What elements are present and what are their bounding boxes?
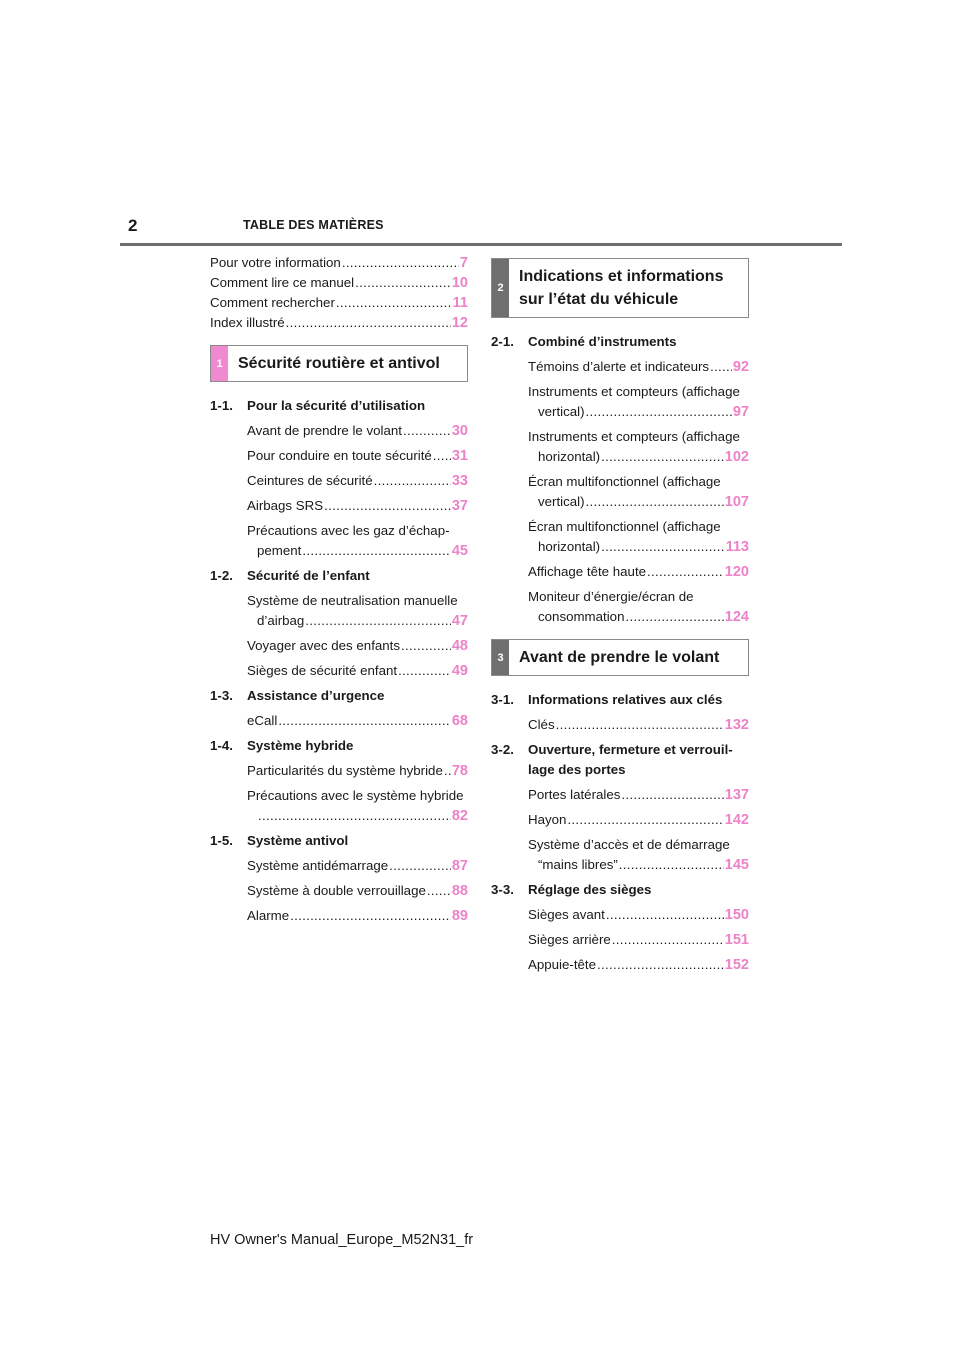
entry-continuation[interactable] [528, 607, 749, 627]
chapter-title: Avant de prendre le volant [519, 649, 720, 666]
section-title: Système antivol [247, 833, 349, 848]
entry-continuation[interactable] [528, 492, 749, 512]
page-link[interactable]: 152 [724, 957, 749, 973]
toc-entry[interactable] [491, 357, 749, 377]
page-link[interactable]: 87 [451, 858, 468, 874]
entry-text: horizontal) [538, 539, 601, 554]
dot-leader [290, 906, 451, 926]
entry-row[interactable] [528, 357, 749, 377]
section-heading [491, 332, 749, 352]
toc-entry[interactable] [210, 446, 468, 466]
toc-entry[interactable] [210, 636, 468, 656]
dot-leader [601, 447, 724, 467]
entry-text: Portes latérales [528, 787, 621, 802]
dot-leader [601, 537, 725, 557]
dot-leader [567, 810, 723, 830]
page-link[interactable]: 132 [724, 717, 749, 733]
entry-text: Airbags SRS [247, 498, 324, 513]
section-heading [210, 566, 468, 586]
dot-leader [597, 955, 724, 975]
section-number: 1-5. [210, 833, 233, 848]
entry-row[interactable] [528, 905, 749, 925]
dot-leader [619, 855, 724, 875]
entry-text: Index illustré [210, 315, 285, 330]
dot-leader [621, 785, 723, 805]
entry-row[interactable] [247, 881, 468, 901]
page-link[interactable]: 102 [724, 449, 749, 465]
page-link[interactable]: 89 [451, 908, 468, 924]
dot-leader [389, 856, 451, 876]
front-entry[interactable] [210, 313, 468, 333]
entry-row[interactable] [247, 636, 468, 656]
header-rule [120, 243, 842, 246]
entry-text: Alarme [247, 908, 290, 923]
entry-line: Système d’accès et de démarrage [528, 837, 730, 852]
toc-entry[interactable] [210, 521, 468, 561]
dot-leader [286, 313, 451, 333]
entry-text: eCall [247, 713, 278, 728]
chapter-tab: 2 [492, 259, 509, 317]
page-link[interactable]: 150 [724, 907, 749, 923]
entry-row[interactable] [247, 446, 468, 466]
entry-text: Pour conduire en toute sécurité [247, 448, 432, 463]
page-link[interactable]: 113 [725, 539, 749, 555]
page-link[interactable]: 37 [451, 498, 468, 514]
chapter-heading-2[interactable] [491, 258, 749, 318]
dot-leader [336, 293, 452, 313]
toc-entry[interactable] [210, 661, 468, 681]
page-link[interactable]: 151 [724, 932, 749, 948]
entry-row[interactable] [528, 715, 749, 735]
section-title: Ouverture, fermeture et verrouil-lage des portes [528, 742, 733, 777]
dot-leader [258, 806, 451, 826]
page-link[interactable]: 7 [459, 255, 468, 271]
dot-leader [556, 715, 724, 735]
page-link[interactable]: 124 [724, 609, 749, 625]
entry-line: Écran multifonctionnel (affichage [528, 519, 721, 534]
chapter-tab: 3 [492, 640, 509, 675]
entry-continuation[interactable] [247, 611, 468, 631]
dot-leader [433, 446, 451, 466]
dot-leader [342, 253, 459, 273]
page-link[interactable]: 68 [451, 713, 468, 729]
dot-leader [427, 881, 451, 901]
entry-row[interactable] [247, 661, 468, 681]
entry-continuation[interactable] [247, 806, 468, 826]
entry-row[interactable] [247, 906, 468, 926]
dot-leader [403, 421, 451, 441]
entry-row[interactable] [247, 496, 468, 516]
section-number: 3-2. [491, 742, 514, 757]
entry-row[interactable] [528, 785, 749, 805]
entry-text: Ceintures de sécurité [247, 473, 373, 488]
dot-leader [586, 492, 724, 512]
entry-continuation[interactable] [247, 541, 468, 561]
toc-entry[interactable] [210, 761, 468, 781]
page-link[interactable]: 47 [451, 613, 468, 629]
toc-entry[interactable] [210, 856, 468, 876]
entry-line: Précautions avec les gaz d’échap- [247, 523, 450, 538]
page-link[interactable]: 12 [451, 315, 468, 331]
page-link[interactable]: 33 [451, 473, 468, 489]
entry-text: vertical) [538, 404, 585, 419]
toc-entry[interactable] [491, 427, 749, 467]
entry-text: Sièges arrière [528, 932, 611, 947]
chapter-heading-1[interactable] [210, 345, 468, 382]
toc-right-column [491, 258, 749, 980]
page-link[interactable]: 11 [452, 295, 468, 311]
toc-entry[interactable] [210, 471, 468, 491]
section-number: 2-1. [491, 334, 514, 349]
entry-continuation[interactable] [528, 402, 749, 422]
footer-manual-id: HV Owner's Manual_Europe_M52N31_fr [210, 1232, 474, 1248]
toc-entry[interactable] [491, 835, 749, 875]
page-link[interactable]: 92 [732, 359, 749, 375]
entry-row[interactable] [247, 471, 468, 491]
entry-text: Appuie-tête [528, 957, 597, 972]
chapter-title: Sécurité routière et antivol [238, 355, 440, 372]
page-link[interactable]: 78 [451, 763, 468, 779]
toc-entry[interactable] [210, 881, 468, 901]
dot-leader [324, 496, 451, 516]
toc-entry[interactable] [491, 905, 749, 925]
entry-continuation[interactable] [528, 537, 749, 557]
chapter-heading-3[interactable] [491, 639, 749, 676]
entry-line: Précautions avec le système hybride [247, 788, 464, 803]
chapter-title: Indications et informations sur l’état du véhicule [519, 268, 724, 308]
page-link[interactable]: 97 [732, 404, 749, 420]
entry-row[interactable] [528, 562, 749, 582]
section-title: Sécurité de l’enfant [247, 568, 370, 583]
toc-entry[interactable] [210, 711, 468, 731]
entry-text: Pour votre information [210, 255, 341, 270]
section-title: Pour la sécurité d’utilisation [247, 398, 426, 413]
dot-leader [586, 402, 732, 422]
entry-text: Clés [528, 717, 555, 732]
section-heading [491, 690, 749, 710]
dot-leader [710, 357, 732, 377]
section-number: 3-3. [491, 882, 514, 897]
entry-continuation[interactable] [528, 447, 749, 467]
section-title: Système hybride [247, 738, 354, 753]
dot-leader [606, 905, 724, 925]
section-title: Réglage des sièges [528, 882, 652, 897]
page-link[interactable]: 48 [451, 638, 468, 654]
dot-leader [278, 711, 451, 731]
entry-row[interactable] [247, 711, 468, 731]
section-number: 1-1. [210, 398, 233, 413]
entry-row[interactable] [247, 421, 468, 441]
entry-text: pement [257, 543, 302, 558]
toc-entry[interactable] [491, 382, 749, 422]
toc-left-column [210, 253, 468, 931]
dot-leader [625, 607, 723, 627]
entry-text: Sièges de sécurité enfant [247, 663, 398, 678]
entry-text: Voyager avec des enfants [247, 638, 401, 653]
entry-text: Sièges avant [528, 907, 605, 922]
page-link[interactable]: 145 [724, 857, 749, 873]
entry-text: Système à double verrouillage [247, 883, 426, 898]
section-title: Informations relatives aux clés [528, 692, 723, 707]
page-link[interactable]: 120 [724, 564, 749, 580]
front-entry[interactable] [210, 273, 468, 293]
dot-leader [302, 541, 451, 561]
running-title: TABLE DES MATIÈRES [243, 218, 384, 232]
entry-row[interactable] [247, 856, 468, 876]
page-link[interactable]: 30 [451, 423, 468, 439]
entry-text: d’airbag [257, 613, 305, 628]
toc-entry[interactable] [491, 955, 749, 975]
toc-entry[interactable] [210, 591, 468, 631]
entry-line: Instruments et compteurs (affichage [528, 384, 740, 399]
toc-entry[interactable] [491, 785, 749, 805]
entry-text: Particularités du système hybride [247, 763, 443, 778]
entry-text: Affichage tête haute [528, 564, 647, 579]
section-number: 1-3. [210, 688, 233, 703]
entry-row[interactable] [247, 761, 468, 781]
section-number: 1-2. [210, 568, 233, 583]
page-link[interactable]: 49 [451, 663, 468, 679]
page-link[interactable]: 142 [724, 812, 749, 828]
chapter-tab: 1 [211, 346, 228, 381]
toc-entry[interactable] [491, 472, 749, 512]
section-heading [491, 740, 749, 780]
entry-line: Instruments et compteurs (affichage [528, 429, 740, 444]
page-link[interactable]: 88 [451, 883, 468, 899]
page-link[interactable]: 45 [451, 543, 468, 559]
section-title: Combiné d’instruments [528, 334, 677, 349]
entry-line: Écran multifonctionnel (affichage [528, 474, 721, 489]
section-number: 1-4. [210, 738, 233, 753]
dot-leader [305, 611, 451, 631]
toc-entry[interactable] [210, 421, 468, 441]
page-link[interactable]: 10 [451, 275, 468, 291]
section-number: 3-1. [491, 692, 514, 707]
section-heading [210, 831, 468, 851]
toc-entry[interactable] [491, 562, 749, 582]
entry-text: Hayon [528, 812, 567, 827]
section-heading [210, 686, 468, 706]
page-link[interactable]: 107 [724, 494, 749, 510]
toc-entry[interactable] [210, 786, 468, 826]
entry-line: Moniteur d’énergie/écran de [528, 589, 694, 604]
entry-text: Système antidémarrage [247, 858, 389, 873]
entry-text: Avant de prendre le volant [247, 423, 402, 438]
toc-entry[interactable] [210, 906, 468, 926]
section-heading [491, 880, 749, 900]
entry-row[interactable] [528, 955, 749, 975]
front-entry[interactable] [210, 293, 468, 313]
dot-leader [374, 471, 451, 491]
entry-text: Comment lire ce manuel [210, 275, 355, 290]
page-link[interactable]: 31 [451, 448, 468, 464]
entry-text: vertical) [538, 494, 585, 509]
toc-entry[interactable] [210, 496, 468, 516]
entry-text: consommation [538, 609, 625, 624]
page-link[interactable]: 82 [451, 808, 468, 824]
front-entry[interactable] [210, 253, 468, 273]
entry-continuation[interactable] [528, 855, 749, 875]
entry-row[interactable] [528, 810, 749, 830]
dot-leader [612, 930, 724, 950]
toc-entry[interactable] [491, 810, 749, 830]
dot-leader [355, 273, 451, 293]
entry-line: Système de neutralisation manuelle [247, 593, 458, 608]
page-link[interactable]: 137 [724, 787, 749, 803]
section-heading [210, 396, 468, 416]
page-number: 2 [128, 216, 138, 235]
dot-leader [647, 562, 724, 582]
entry-text: Comment rechercher [210, 295, 335, 310]
entry-text: horizontal) [538, 449, 601, 464]
dot-leader [444, 761, 451, 781]
toc-entry[interactable] [491, 517, 749, 557]
toc-entry[interactable] [491, 930, 749, 950]
entry-row[interactable] [528, 930, 749, 950]
entry-text: “mains libres” [538, 857, 618, 872]
dot-leader [401, 636, 451, 656]
entry-text: Témoins d’alerte et indicateurs [528, 359, 710, 374]
section-heading [210, 736, 468, 756]
section-title: Assistance d’urgence [247, 688, 385, 703]
toc-entry[interactable] [491, 715, 749, 735]
dot-leader [398, 661, 451, 681]
toc-entry[interactable] [491, 587, 749, 627]
